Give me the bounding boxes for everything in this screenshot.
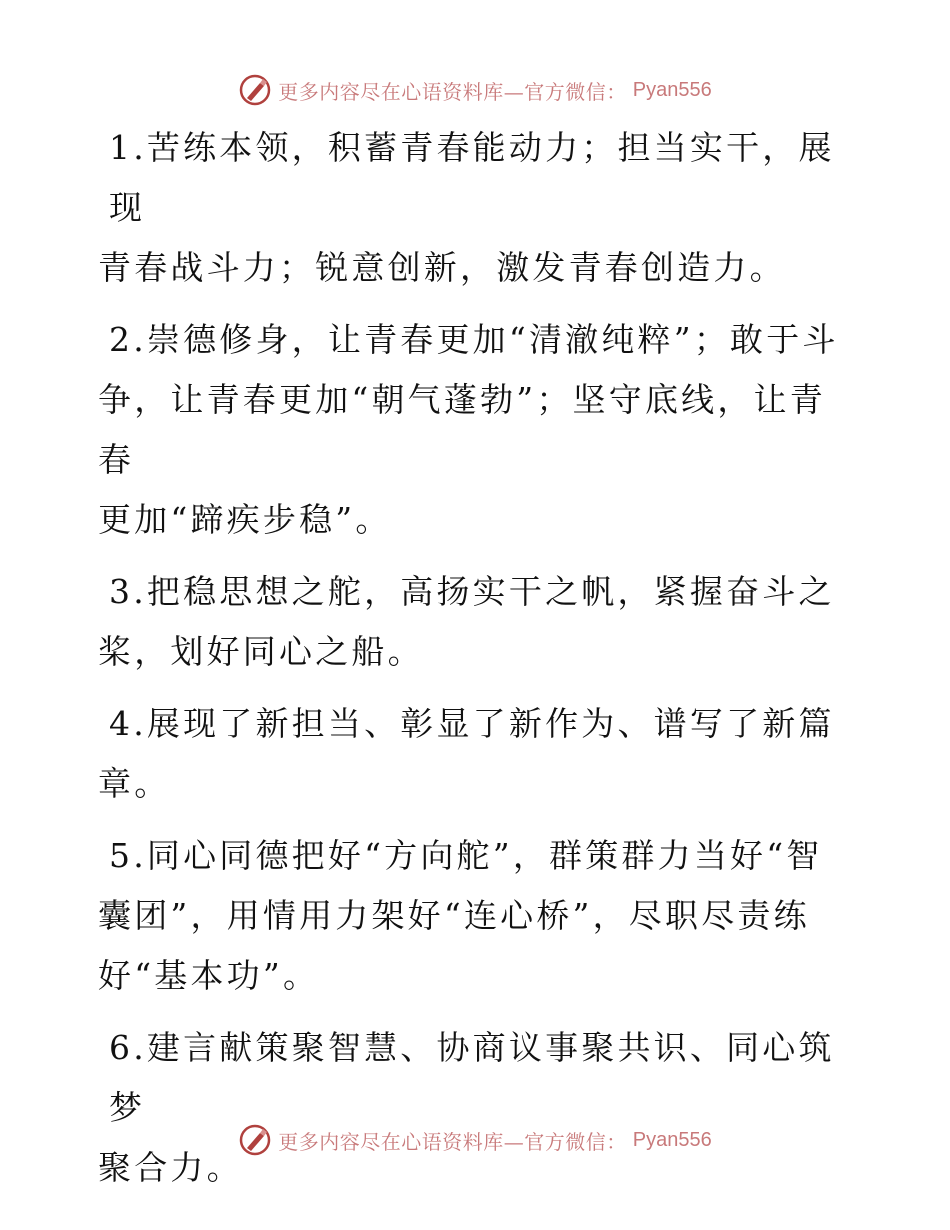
paragraph-line: 聚合力。 — [98, 1148, 243, 1187]
document-body — [98, 118, 858, 1210]
paragraph-line: 桨，划好同心之船。 — [98, 632, 424, 671]
paragraph-line: 1.苦练本领，积蓄青春能动力；担当实干，展现 — [109, 128, 835, 227]
paragraph-line: 更加“蹄疾步稳”。 — [98, 500, 392, 539]
paragraph-line: 3.把稳思想之舵，高扬实干之帆，紧握奋斗之 — [109, 572, 835, 611]
paragraph-line: 4.展现了新担当、彰显了新作为、谱写了新篇 — [109, 704, 835, 743]
pen-logo-icon — [238, 1123, 272, 1157]
watermark-top — [0, 70, 950, 110]
paragraph-line: 6.建言献策聚智慧、协商议事聚共识、同心筑梦 — [109, 1028, 835, 1127]
paragraph-line: 章。 — [98, 764, 171, 803]
paragraph-line: 2.崇德修身，让青春更加“清澈纯粹”；敢于斗 — [109, 320, 839, 359]
paragraph-4 — [98, 694, 858, 814]
pen-logo-icon — [238, 73, 272, 107]
watermark-wechat-id: Pyan556 — [632, 1128, 712, 1151]
paragraph-1 — [98, 118, 858, 298]
paragraph-line: 5.同心同德把好“方向舵”，群策群力当好“智 — [109, 836, 823, 875]
paragraph-line: 囊团”，用情用力架好“连心桥”，尽职尽责练 — [98, 896, 810, 935]
watermark-text: 更多内容尽在心语资料库—官方微信： — [278, 1129, 627, 1154]
watermark-bottom — [0, 1120, 950, 1160]
watermark-wechat-id: Pyan556 — [632, 78, 712, 101]
paragraph-6 — [98, 1018, 858, 1198]
paragraph-line: 争，让青春更加“朝气蓬勃”；坚守底线，让青春 — [98, 380, 826, 479]
paragraph-line: 青春战斗力；锐意创新，激发青春创造力。 — [98, 248, 786, 287]
paragraph-5 — [98, 826, 858, 1006]
paragraph-3 — [98, 562, 858, 682]
watermark-text: 更多内容尽在心语资料库—官方微信： — [278, 79, 627, 104]
paragraph-2 — [98, 310, 858, 550]
paragraph-line: 好“基本功”。 — [98, 956, 320, 995]
